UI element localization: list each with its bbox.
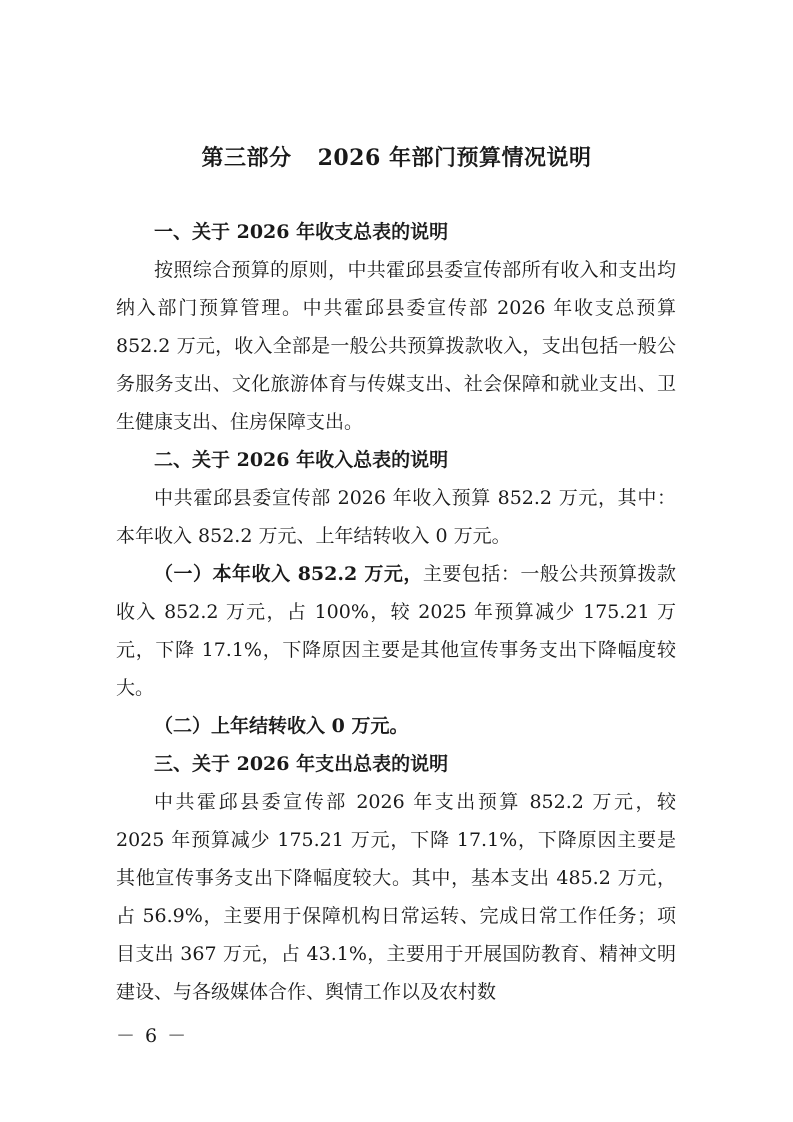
section-2-subsection-1 — [116, 555, 676, 707]
section-heading-1: 一、关于 2026 年收支总表的说明 — [154, 221, 449, 243]
section-heading-3: 三、关于 2026 年支出总表的说明 — [154, 753, 449, 775]
subsection-1-lead: （一）本年收入 852.2 万元， — [154, 563, 423, 585]
page-number: － 6 － — [116, 1025, 189, 1047]
page-title — [0, 141, 793, 172]
section-2-subsection-2: （二）上年结转收入 0 万元。 — [154, 715, 409, 737]
section-3-paragraph: 中共霍邱县委宣传部 2026 年支出预算 852.2 万元，较 2025 年预算减少 175.21 万元，下降 17.1%，下降原因主要是其他宣传事务支出下降幅度较大。其中，基本支出 485.2 万元，占 56.9%，主要用于保障机构日常运转、完成日常工作任务；项目支出 367 万元，占 43.1%，主要用于开展国防教育、精神文明建设、与各级媒体合作、舆情工作以及农村数 — [116, 791, 676, 1003]
title-part: 第三部分 — [201, 145, 292, 171]
section-heading-2: 二、关于 2026 年收入总表的说明 — [154, 449, 449, 471]
document-body — [116, 213, 676, 1011]
section-2-paragraph: 中共霍邱县委宣传部 2026 年收入预算 852.2 万元，其中：本年收入 852.2 万元、上年结转收入 0 万元。 — [116, 487, 676, 547]
section-1-paragraph: 按照综合预算的原则，中共霍邱县委宣传部所有收入和支出均纳入部门预算管理。中共霍邱县委宣传部 2026 年收支总预算 852.2 万元，收入全部是一般公共预算拨款收入，支出包括一般公务服务支出、文化旅游体育与传媒支出、社会保障和就业支出、卫生健康支出、住房保障支出。 — [116, 259, 676, 433]
title-main: 2026 年部门预算情况说明 — [317, 145, 592, 171]
subsection-1-text: 主要包括：一般公共预算拨款收入 852.2 万元，占 100%，较 2025 年预算减少 175.21 万元，下降 17.1%，下降原因主要是其他宣传事务支出下降幅度较大。 — [116, 563, 676, 699]
